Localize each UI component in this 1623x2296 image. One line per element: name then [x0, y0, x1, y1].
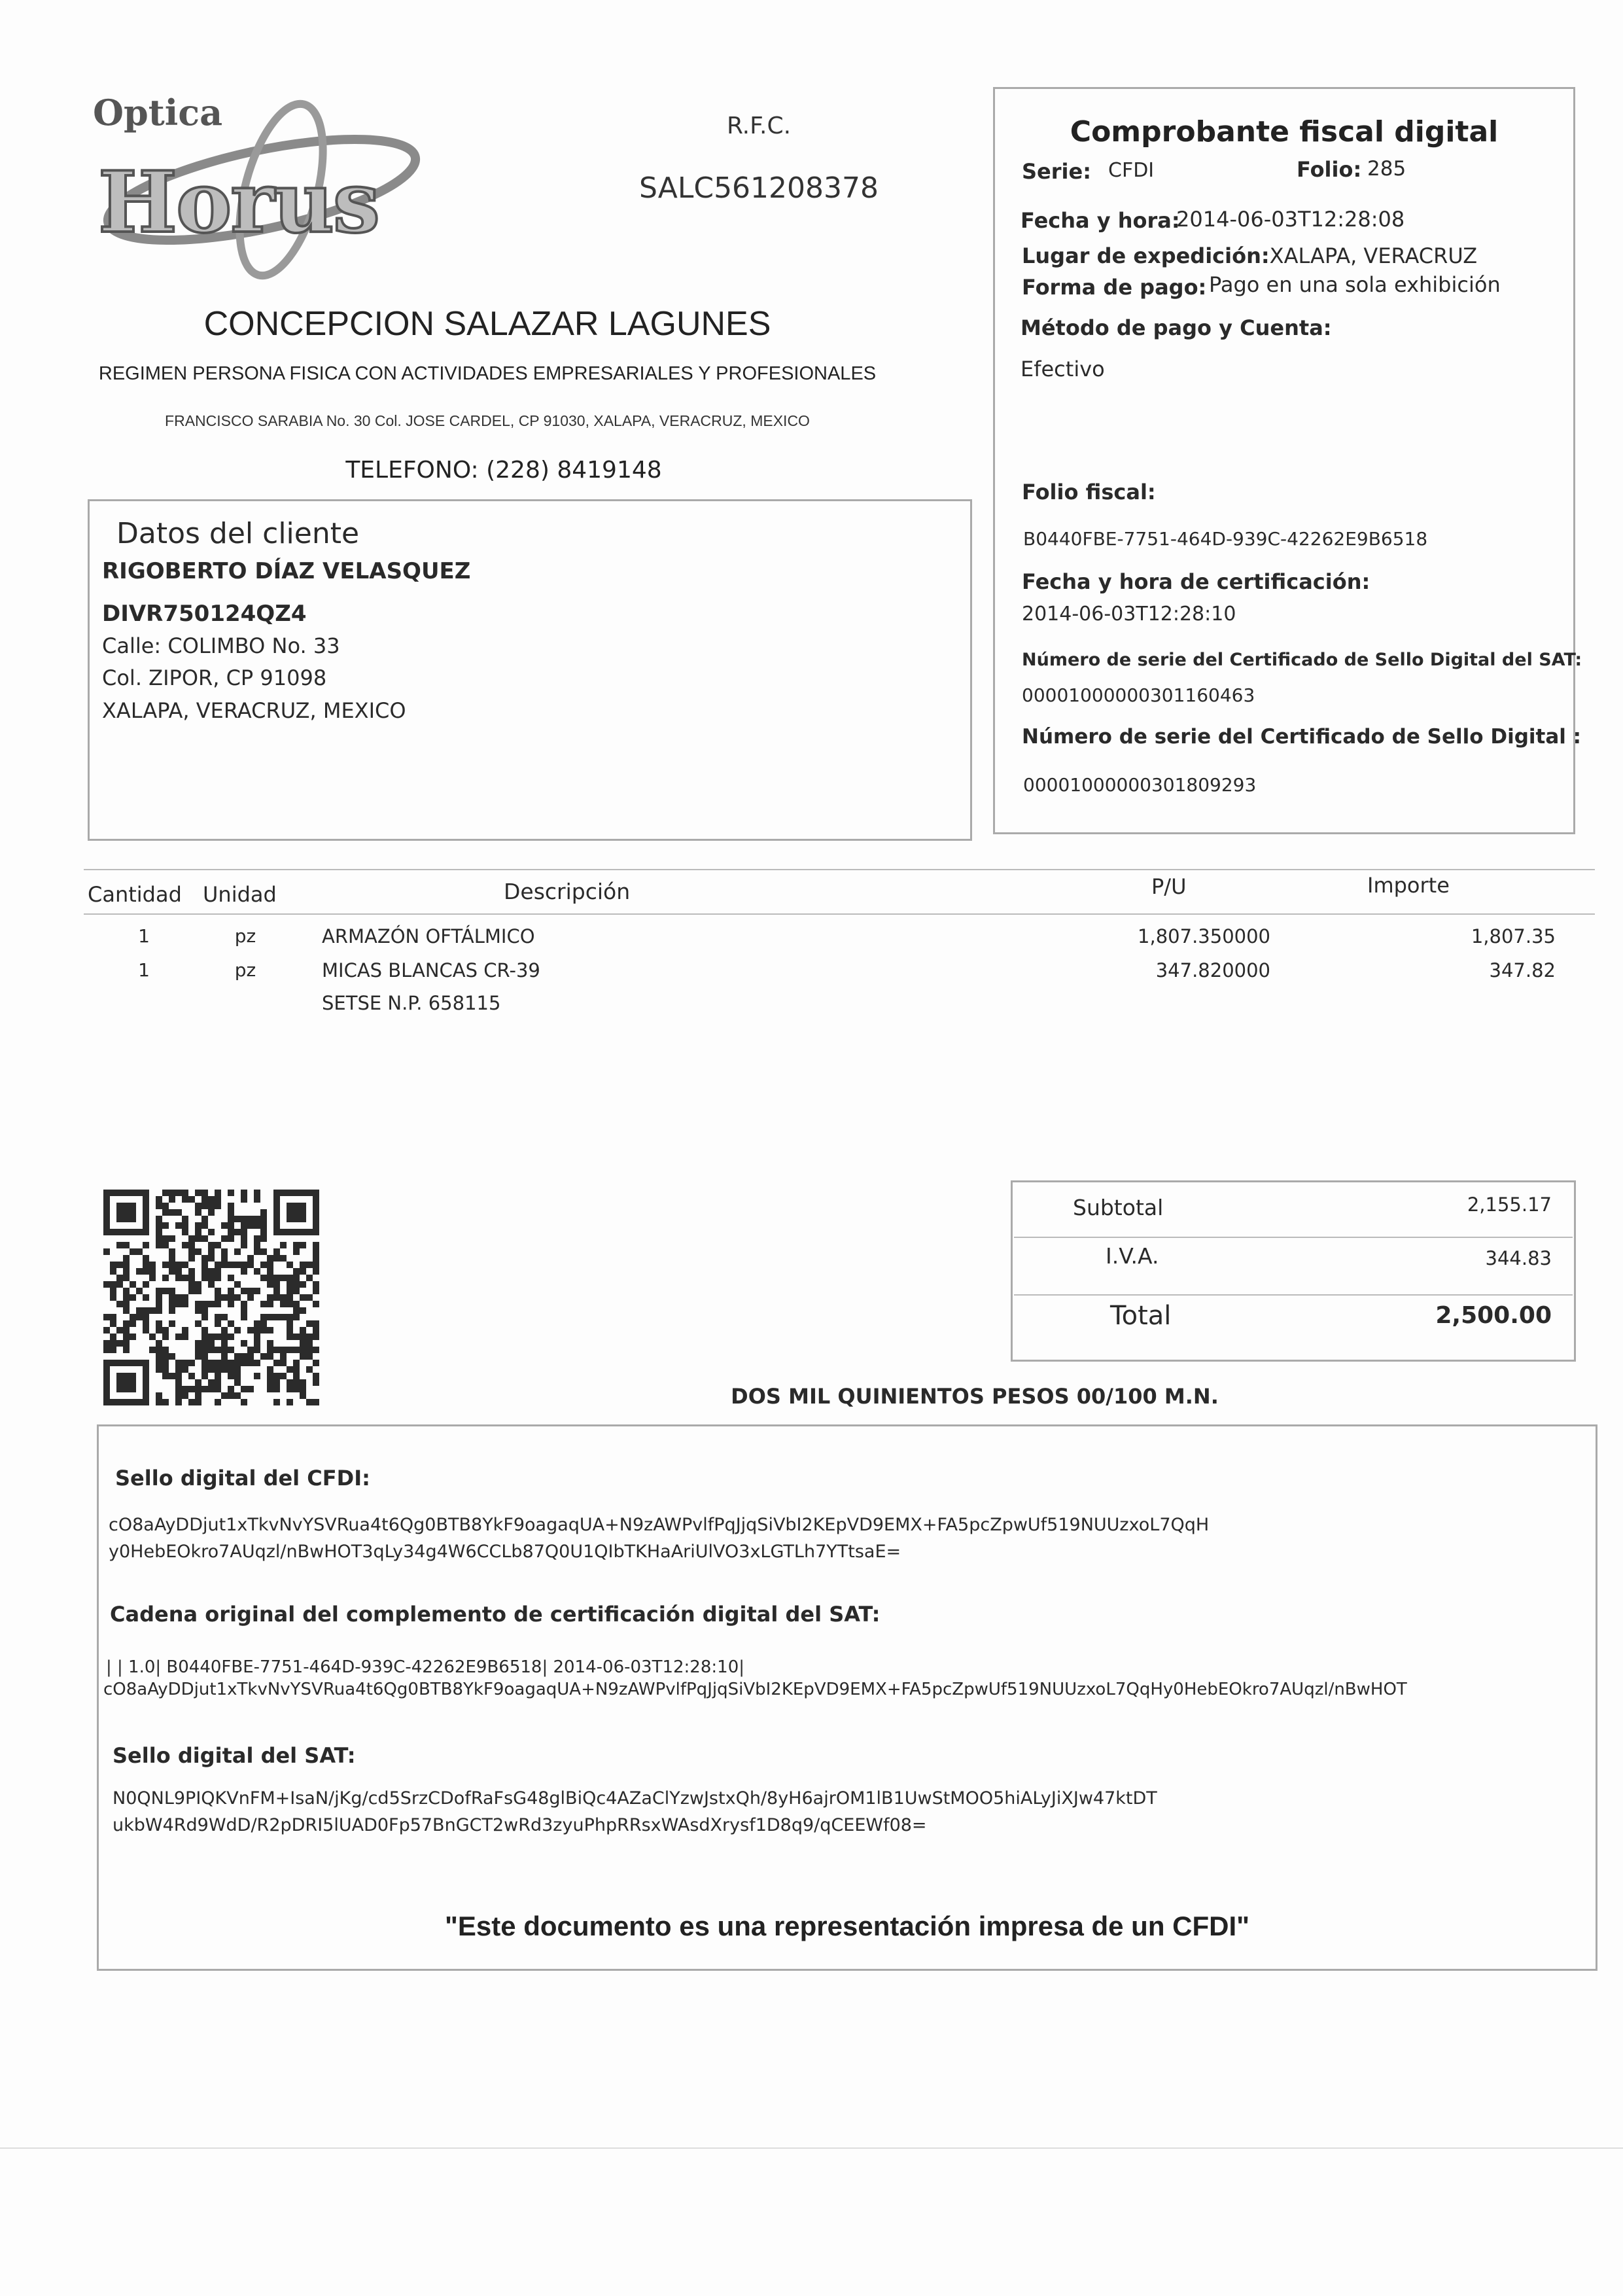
sello-sat-line1: N0QNL9PIQKVnFM+IsaN/jKg/cd5SrzCDofRaFsG48glBiQc4AZaClYzwJstxQh/8yH6ajrOM1lB1UwStMOO5hiALyJiXJw47ktDT — [113, 1788, 1157, 1809]
lugar-label: Lugar de expedición: — [1022, 243, 1270, 268]
client-street: Calle: COLIMBO No. 33 — [102, 633, 340, 658]
folio-value: 285 — [1367, 157, 1406, 181]
subtotal-value: 2,155.17 — [1467, 1193, 1552, 1216]
row-pu: 1,807.350000 — [1138, 925, 1270, 947]
sello-cfdi-label: Sello digital del CFDI: — [115, 1466, 370, 1491]
row-desc: ARMAZÓN OFTÁLMICO — [322, 925, 535, 947]
issuer-address: FRANCISCO SARABIA No. 30 Col. JOSE CARDEL, CP 91030, XALAPA, VERACRUZ, MEXICO — [165, 412, 810, 429]
sello-sat-label: Sello digital del SAT: — [113, 1743, 356, 1768]
serie-value: CFDI — [1108, 159, 1155, 182]
rfc-label: R.F.C. — [726, 113, 792, 139]
fiscal-info-box — [993, 87, 1575, 834]
row-qty: 1 — [138, 925, 150, 947]
optica-horus-logo — [85, 92, 451, 301]
serie-value-2: 00001000000301809293 — [1023, 774, 1257, 796]
total-value: 2,500.00 — [1435, 1302, 1552, 1329]
logo-word-horus: Horus — [98, 154, 379, 252]
cert-fecha-label: Fecha y hora de certificación: — [1022, 569, 1370, 594]
cadena-line1: | | 1.0| B0440FBE-7751-464D-939C-42262E9B6518| 2014-06-03T12:28:10| — [106, 1657, 744, 1677]
table-header-rule — [84, 913, 1595, 915]
serie-label: Serie: — [1022, 159, 1091, 184]
total-label: Total — [1110, 1301, 1172, 1331]
sat-serie-value: 00001000000301160463 — [1022, 684, 1255, 706]
header-descripcion: Descripción — [504, 879, 631, 904]
table-row — [0, 959, 1623, 1025]
client-title: Datos del cliente — [116, 517, 360, 550]
bottom-rule — [0, 2147, 1623, 2149]
iva-value: 344.83 — [1485, 1247, 1552, 1269]
client-rfc: DIVR750124QZ4 — [102, 601, 307, 627]
metodo-label: Método de pago y Cuenta: — [1021, 315, 1332, 340]
issuer-phone: TELEFONO: (228) 8419148 — [345, 457, 662, 484]
client-name: RIGOBERTO DÍAZ VELASQUEZ — [102, 558, 471, 584]
fecha-label: Fecha y hora: — [1021, 208, 1180, 233]
cadena-label: Cadena original del complemento de certificación digital del SAT: — [110, 1602, 881, 1627]
row-importe: 1,807.35 — [1471, 925, 1556, 947]
printed-representation-note: "Este documento es una representación impresa de un CFDI" — [444, 1911, 1250, 1941]
row-pu: 347.820000 — [1155, 959, 1270, 981]
row-desc-2: SETSE N.P. 658115 — [322, 992, 501, 1014]
amount-in-words: DOS MIL QUINIENTOS PESOS 00/100 M.N. — [731, 1384, 1219, 1409]
client-colony: Col. ZIPOR, CP 91098 — [102, 665, 327, 690]
row-importe: 347.82 — [1489, 959, 1556, 981]
header-importe: Importe — [1367, 873, 1450, 898]
fiscal-title: Comprobante fiscal digital — [1070, 115, 1499, 149]
cert-fecha-value: 2014-06-03T12:28:10 — [1022, 603, 1236, 626]
header-cantidad: Cantidad — [88, 882, 182, 907]
folio-fiscal-label: Folio fiscal: — [1022, 480, 1156, 504]
rfc-value: SALC561208378 — [638, 171, 879, 205]
lugar-value: XALAPA, VERACRUZ — [1269, 243, 1478, 268]
folio-label: Folio: — [1297, 157, 1362, 182]
lugar-row — [1022, 243, 1477, 268]
sello-sat-line2: ukbW4Rd9WdD/R2pDRI5lUAD0Fp57BnGCT2wRd3zyuPhpRRsxWAsdXrysf1D8q9/qCEEWf08= — [113, 1815, 927, 1835]
client-city: XALAPA, VERACRUZ, MEXICO — [102, 698, 406, 723]
logo-word-optica: Optica — [93, 92, 223, 133]
row-unit: pz — [234, 959, 256, 981]
header-pu: P/U — [1151, 874, 1187, 899]
forma-label: Forma de pago: — [1022, 275, 1207, 300]
sello-cfdi-line1: cO8aAyDDjut1xTkvNvYSVRua4t6Qg0BTB8YkF9oagaqUA+N9zAWPvlfPqJjqSiVbI2KEpVD9EMX+FA5pcZpwUf519NUUzxoL7QqH — [109, 1515, 1210, 1535]
table-top-rule — [84, 869, 1595, 870]
sello-cfdi-line2: y0HebEOkro7AUqzl/nBwHOT3qLy34g4W6CCLb87Q0U1QIbTKHaAriUlVO3xLGTLh7YTtsaE= — [109, 1542, 901, 1562]
qr-code-graphic — [103, 1190, 319, 1405]
row-qty: 1 — [138, 959, 150, 981]
header-unidad: Unidad — [203, 882, 277, 907]
issuer-name: CONCEPCION SALAZAR LAGUNES — [203, 305, 771, 343]
totals-rule-2 — [1014, 1294, 1573, 1296]
totals-rule-1 — [1014, 1237, 1573, 1238]
cadena-line2: cO8aAyDDjut1xTkvNvYSVRua4t6Qg0BTB8YkF9oagaqUA+N9zAWPvlfPqJjqSiVbI2KEpVD9EMX+FA5pcZpwUf519NUUzxoL7QqHy0HebEOkro7AUqzl/nBwHOT — [103, 1680, 1407, 1699]
qr-code — [103, 1190, 319, 1405]
row-unit: pz — [234, 925, 256, 947]
metodo-value: Efectivo — [1021, 357, 1105, 381]
subtotal-label: Subtotal — [1073, 1195, 1164, 1220]
iva-label: I.V.A. — [1106, 1243, 1159, 1269]
sat-serie-label: Número de serie del Certificado de Sello Digital del SAT: — [1022, 650, 1582, 670]
fecha-value: 2014-06-03T12:28:08 — [1176, 207, 1405, 232]
row-desc: MICAS BLANCAS CR-39 — [322, 959, 540, 981]
forma-value: Pago en una sola exhibición — [1209, 272, 1501, 297]
issuer-regime: REGIMEN PERSONA FISICA CON ACTIVIDADES EMPRESARIALES Y PROFESIONALES — [98, 363, 877, 384]
serie-label-2: Número de serie del Certificado de Sello Digital : — [1022, 725, 1582, 749]
table-row — [0, 925, 1623, 951]
folio-fiscal-value: B0440FBE-7751-464D-939C-42262E9B6518 — [1023, 528, 1428, 550]
